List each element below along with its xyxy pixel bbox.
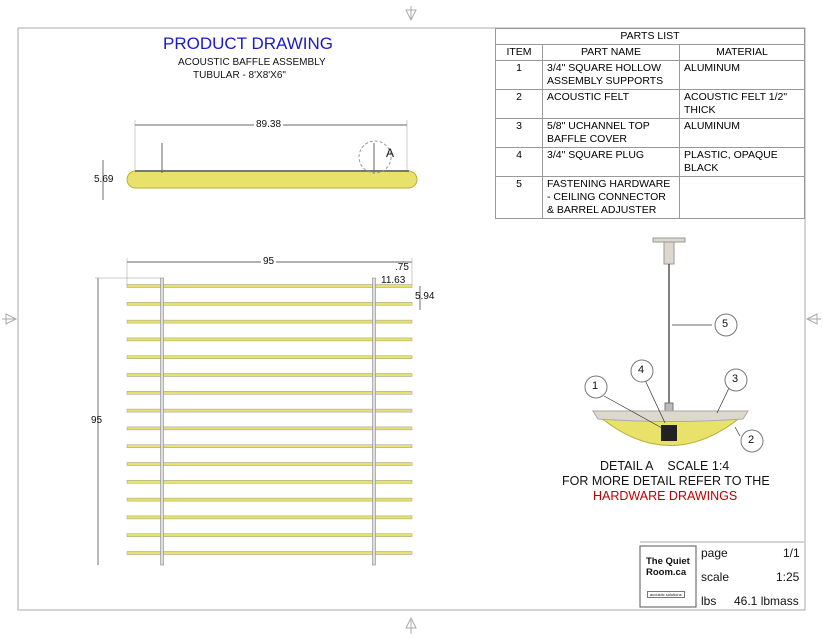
baffle: [127, 409, 412, 412]
parts-list-title: PARTS LIST: [496, 29, 805, 45]
dim-width: 95: [263, 256, 275, 267]
baffle: [127, 534, 412, 537]
cell-item: 3: [496, 119, 543, 148]
company-logo: The Quiet Room.ca: [646, 556, 690, 578]
cell-item: 5: [496, 177, 543, 219]
detail-scale: SCALE 1:4: [667, 459, 730, 473]
cell-material: ALUMINUM: [680, 61, 805, 90]
baffle-felt-side: [127, 171, 417, 188]
header-item: ITEM: [496, 45, 543, 61]
baffle: [127, 480, 412, 483]
scale-label: scale: [701, 570, 730, 584]
cell-material: PLASTIC, OPAQUE BLACK: [680, 148, 805, 177]
weight-value: 46.1 lbmass: [734, 594, 799, 608]
page-title: PRODUCT DRAWING: [163, 34, 333, 53]
detail-ref: A: [386, 146, 395, 160]
detail-note: FOR MORE DETAIL REFER TO THE: [562, 474, 770, 488]
hardware-drawings-link[interactable]: HARDWARE DRAWINGS: [593, 489, 738, 503]
parts-row: [496, 177, 805, 219]
header-material: MATERIAL: [680, 45, 805, 61]
callout-2: 2: [748, 434, 755, 446]
cell-item: 2: [496, 90, 543, 119]
dim-rod-offset: 11.63: [381, 275, 406, 286]
parts-row: [496, 148, 805, 177]
plan-view: [95, 258, 420, 565]
page-label: page: [701, 546, 728, 560]
logo-tagline: acoustic solutions: [647, 591, 685, 598]
cell-item: 4: [496, 148, 543, 177]
cell-name: 3/4" SQUARE HOLLOW ASSEMBLY SUPPORTS: [543, 61, 680, 90]
baffle: [127, 374, 412, 377]
dim-spacing: 5.94: [415, 291, 435, 302]
cell-material: [680, 177, 805, 219]
parts-row: [496, 61, 805, 90]
side-view: [103, 120, 417, 200]
baffle: [127, 463, 412, 466]
callout-1: 1: [592, 380, 599, 392]
baffle: [127, 356, 412, 359]
detail-a-drawing: [585, 238, 763, 452]
support-rod: [161, 278, 164, 565]
cell-item: 1: [496, 61, 543, 90]
dim-height: 5.69: [94, 174, 114, 185]
cell-material: ALUMINUM: [680, 119, 805, 148]
cell-name: 3/4" SQUARE PLUG: [543, 148, 680, 177]
baffle: [127, 498, 412, 501]
square-tube-section: [661, 425, 677, 441]
scale-value: 1:25: [776, 570, 800, 584]
subtitle-size: TUBULAR - 8'X8'X6": [193, 70, 286, 81]
callout-4: 4: [638, 364, 645, 376]
dim-rod-dia: .75: [395, 262, 409, 273]
cell-material: ACOUSTIC FELT 1/2" THICK: [680, 90, 805, 119]
baffle: [127, 285, 412, 288]
parts-row: [496, 90, 805, 119]
baffle: [127, 445, 412, 448]
cell-name: ACOUSTIC FELT: [543, 90, 680, 119]
page-value: 1/1: [783, 546, 800, 560]
baffle: [127, 391, 412, 394]
baffle: [127, 320, 412, 323]
baffle: [127, 338, 412, 341]
detail-label: DETAIL A SCALE 1:4: [600, 459, 730, 473]
weight-label: lbs: [701, 594, 717, 608]
callout-3: 3: [732, 373, 739, 385]
baffle: [127, 516, 412, 519]
parts-list-table: [495, 28, 805, 219]
baffle: [127, 302, 412, 305]
cell-name: FASTENING HARDWARE - CEILING CONNECTOR & BARREL ADJUSTER: [543, 177, 680, 219]
parts-row: [496, 119, 805, 148]
header-part-name: PART NAME: [543, 45, 680, 61]
baffle: [127, 552, 412, 555]
cell-name: 5/8" UCHANNEL TOP BAFFLE COVER: [543, 119, 680, 148]
baffle: [127, 427, 412, 430]
dim-depth: 95: [91, 415, 103, 426]
subtitle-assembly: ACOUSTIC BAFFLE ASSEMBLY: [178, 57, 326, 68]
callout-5: 5: [722, 318, 729, 330]
dim-length: 89.38: [256, 119, 282, 130]
support-rod: [373, 278, 376, 565]
